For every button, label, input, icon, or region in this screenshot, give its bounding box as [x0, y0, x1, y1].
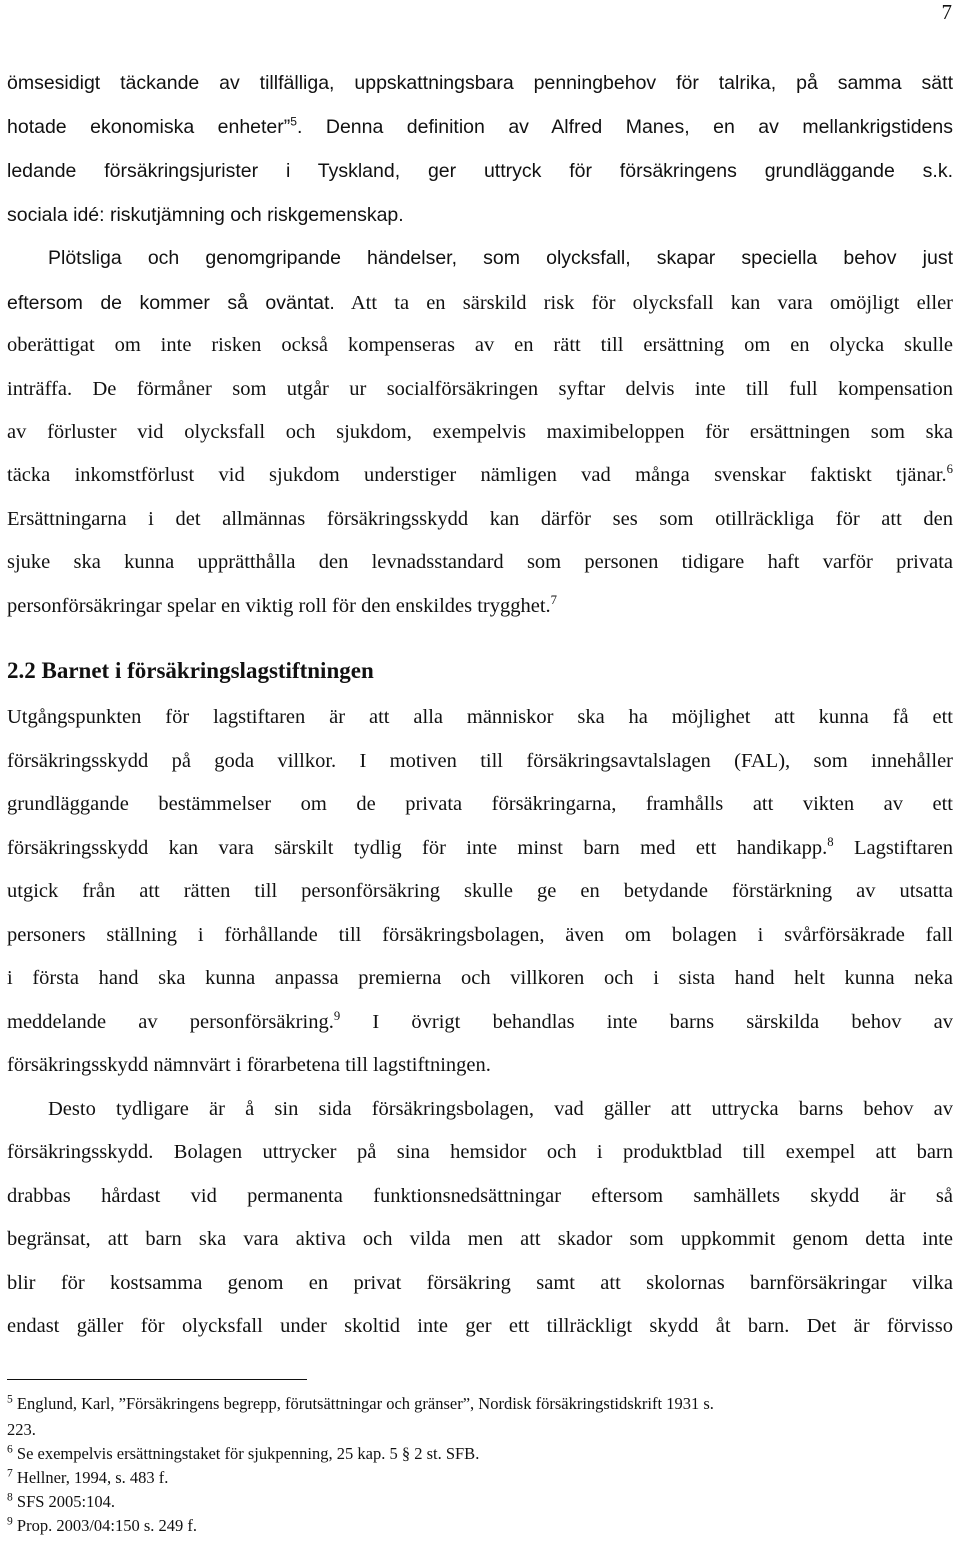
footnote: $^7$ Hellner, 1994, s. 483 f.: [7, 1467, 169, 1487]
body-line: personers ställning i förhållande till försäkringsbolagen, även om bolagen i svårförsäkrade fall: [7, 924, 953, 946]
body-line: av förluster vid olycksfall och sjukdom, exempelvis maximibeloppen för ersättningen som ska: [7, 421, 953, 443]
footnote-ref[interactable]: 5: [290, 114, 297, 129]
body-line: blir för kostsamma genom en privat försäkring samt att skolornas barnförsäkringar vilka: [7, 1272, 953, 1294]
body-line: försäkringsskydd. Bolagen uttrycker på sina hemsidor och i produktblad till exempel att barn: [7, 1141, 953, 1163]
footnote-continuation: 223.: [7, 1420, 36, 1439]
body-line: sociala idé: riskutjämning och riskgemenskap.: [7, 204, 404, 226]
footnote-number: 9: [7, 1515, 13, 1528]
body-line: ledande försäkringsjurister i Tyskland, ger uttryck för försäkringens grundläggande s.k.: [7, 160, 953, 182]
body-line: drabbas hårdast vid permanenta funktionsnedsättningar eftersom samhällets skydd är så: [7, 1185, 953, 1207]
body-line: grundläggande bestämmelser om de privata försäkringarna, framhålls att vikten av ett: [7, 793, 953, 815]
section-heading: 2.2 Barnet i försäkringslagstiftningen: [7, 658, 374, 683]
body-line: försäkringsskydd kan vara särskilt tydlig för inte minst barn med ett handikapp.$^8$ Lagstiftaren: [7, 835, 953, 859]
footnote-ref[interactable]: 6: [946, 462, 953, 477]
footnote-ref[interactable]: 7: [550, 593, 558, 608]
body-line: begränsat, att barn ska vara aktiva och vilda men att skador som uppkommit genom detta inte: [7, 1228, 953, 1250]
footnote: $^6$ Se exempelvis ersättningstaket för sjukpenning, 25 kap. 5 § 2 st. SFB.: [7, 1443, 480, 1463]
footnote-ref[interactable]: 8: [827, 835, 834, 850]
body-line: försäkringsskydd på goda villkor. I motiven till försäkringsavtalslagen (FAL), som innehåller: [7, 750, 953, 772]
body-line: ömsesidigt täckande av tillfälliga, uppskattningsbara penningbehov för talrika, på samma sätt: [7, 72, 953, 94]
footnote: $^8$ SFS 2005:104.: [7, 1491, 116, 1511]
body-line: Plötsliga och genomgripande händelser, som olycksfall, skapar speciella behov just: [48, 247, 953, 269]
body-line: i första hand ska kunna anpassa premierna och villkoren och i sista hand helt kunna neka: [7, 967, 953, 989]
body-line: inträffa. De förmåner som utgår ur socialförsäkringen syftar delvis inte till full kompensation: [7, 378, 953, 400]
body-line: personförsäkringar spelar en viktig roll för den enskildes trygghet.$^7$: [7, 593, 558, 617]
body-line: utgick från att rätten till personförsäkring skulle ge en betydande förstärkning av utsatta: [7, 880, 953, 902]
body-line: hotade ekonomiska enheter”$^5$. Denna definition av Alfred Manes, en av mellankrigstidens: [7, 114, 953, 138]
footnote-number: 6: [7, 1443, 13, 1456]
page-number: 7: [941, 0, 952, 24]
body-line: Desto tydligare är å sin sida försäkringsbolagen, vad gäller att uttrycka barns behov av: [48, 1098, 953, 1120]
footnote-number: 7: [7, 1467, 13, 1480]
body-line: oberättigat om inte risken också kompenseras av en rätt till ersättning om en olycka skulle: [7, 334, 953, 356]
footnote-ref[interactable]: 9: [333, 1009, 341, 1024]
body-line: eftersom de kommer så oväntat. Att ta en särskild risk för olycksfall kan vara omöjligt eller: [7, 292, 953, 314]
body-line: sjuke ska kunna upprätthålla den levnadsstandard som personen tidigare haft varför privata: [7, 551, 953, 573]
body-line: försäkringsskydd nämnvärt i förarbetena till lagstiftningen.: [7, 1054, 491, 1076]
body-line: täcka inkomstförlust vid sjukdom understiger nämligen vad många svenskar faktiskt tjänar.$^6$: [7, 462, 953, 486]
footnote: $^5$ Englund, Karl, ”Försäkringens begrepp, förutsättningar och gränser”, Nordisk försäkringstidskrift 1931 s.: [7, 1393, 714, 1413]
footnote: $^9$ Prop. 2003/04:150 s. 249 f.: [7, 1515, 198, 1535]
footnote-number: 8: [7, 1491, 13, 1504]
body-line: endast gäller för olycksfall under skoltid inte ger ett tillräckligt skydd åt barn. Det är förvisso: [7, 1315, 953, 1337]
body-line: meddelande av personförsäkring.$^9$ I övrigt behandlas inte barns särskilda behov av: [7, 1009, 954, 1033]
body-line: Ersättningarna i det allmännas försäkringsskydd kan därför ses som otillräckliga för att den: [7, 508, 953, 530]
body-line: Utgångspunkten för lagstiftaren är att alla människor ska ha möjlighet att kunna få ett: [7, 706, 953, 728]
footnote-separator: [7, 1379, 307, 1380]
footnote-number: 5: [7, 1393, 13, 1406]
